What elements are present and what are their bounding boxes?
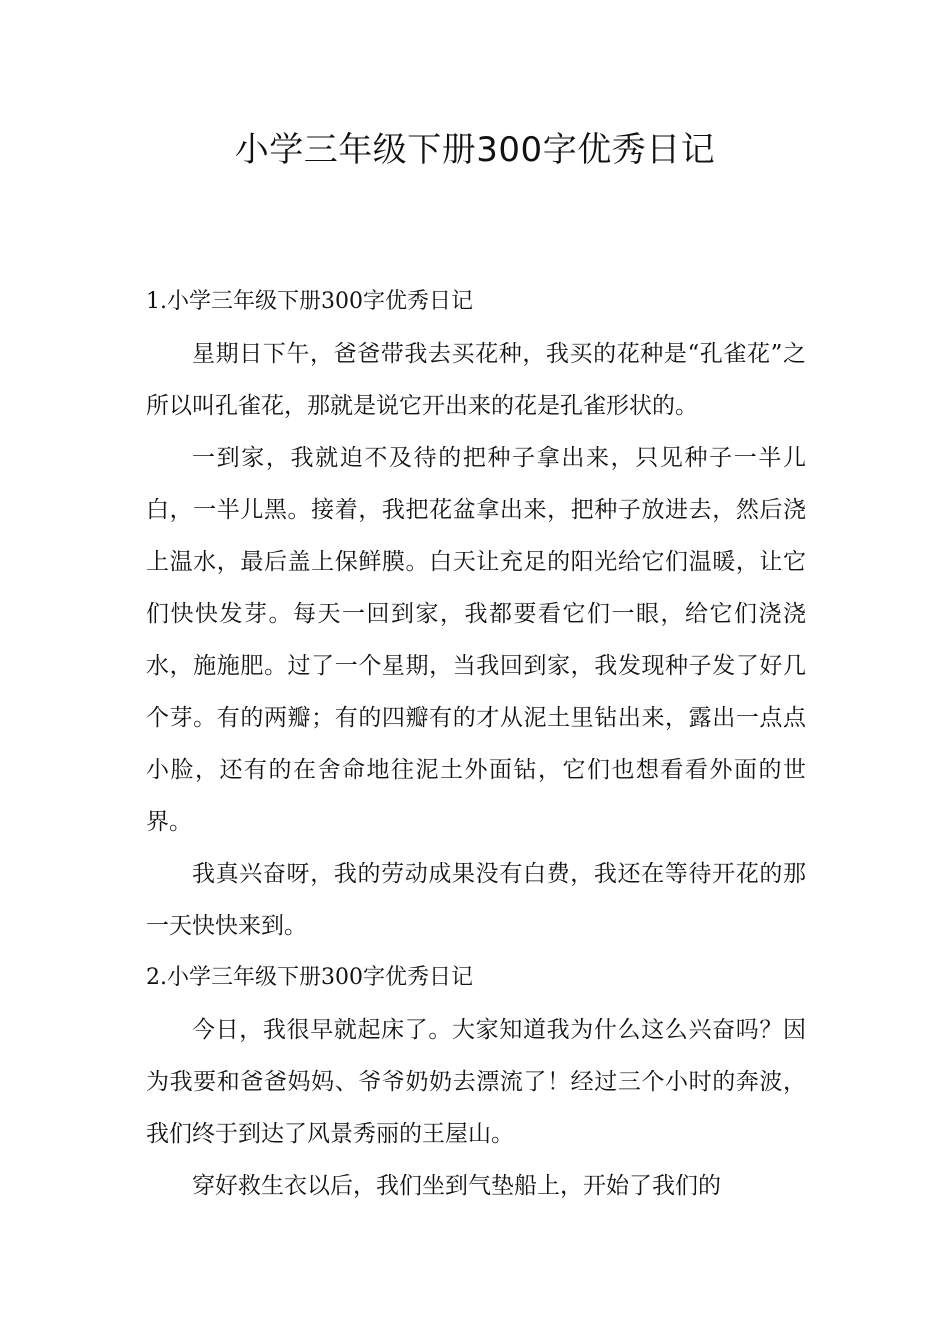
document-body [146, 276, 806, 1212]
document-title: 小学三年级下册300字优秀日记 [234, 130, 716, 170]
section-1-paragraph-2: 一到家，我就迫不及待的把种子拿出来，只见种子一半儿白，一半儿黑。接着，我把花盆拿出来，把种子放进去，然后浇上温水，最后盖上保鲜膜。白天让充足的阳光给它们温暖，让它们快快发芽。每天一回到家，我都要看它们一眼，给它们浇浇水，施施肥。过了一个星期，当我回到家，我发现种子发了好几个芽。有的两瓣；有的四瓣有的才从泥土里钻出来，露出一点点小脸，还有的在舍命地往泥土外面钻，它们也想看看外面的世界。 [146, 445, 806, 835]
section-2-paragraph-2: 穿好救生衣以后，我们坐到气垫船上，开始了我们的 [192, 1173, 721, 1199]
section-heading-1: 1.小学三年级下册300字优秀日记 [146, 289, 473, 314]
section-heading-2: 2.小学三年级下册300字优秀日记 [146, 965, 473, 990]
section-2-paragraph-1: 今日，我很早就起床了。大家知道我为什么这么兴奋吗？因为我要和爸爸妈妈、爷爷奶奶去漂流了！经过三个小时的奔波，我们终于到达了风景秀丽的王屋山。 [146, 1017, 806, 1147]
section-1-paragraph-1: 星期日下午，爸爸带我去买花种，我买的花种是“孔雀花”之所以叫孔雀花，那就是说它开出来的花是孔雀形状的。 [146, 341, 806, 419]
section-1-paragraph-3: 我真兴奋呀，我的劳动成果没有白费，我还在等待开花的那一天快快来到。 [146, 861, 806, 939]
